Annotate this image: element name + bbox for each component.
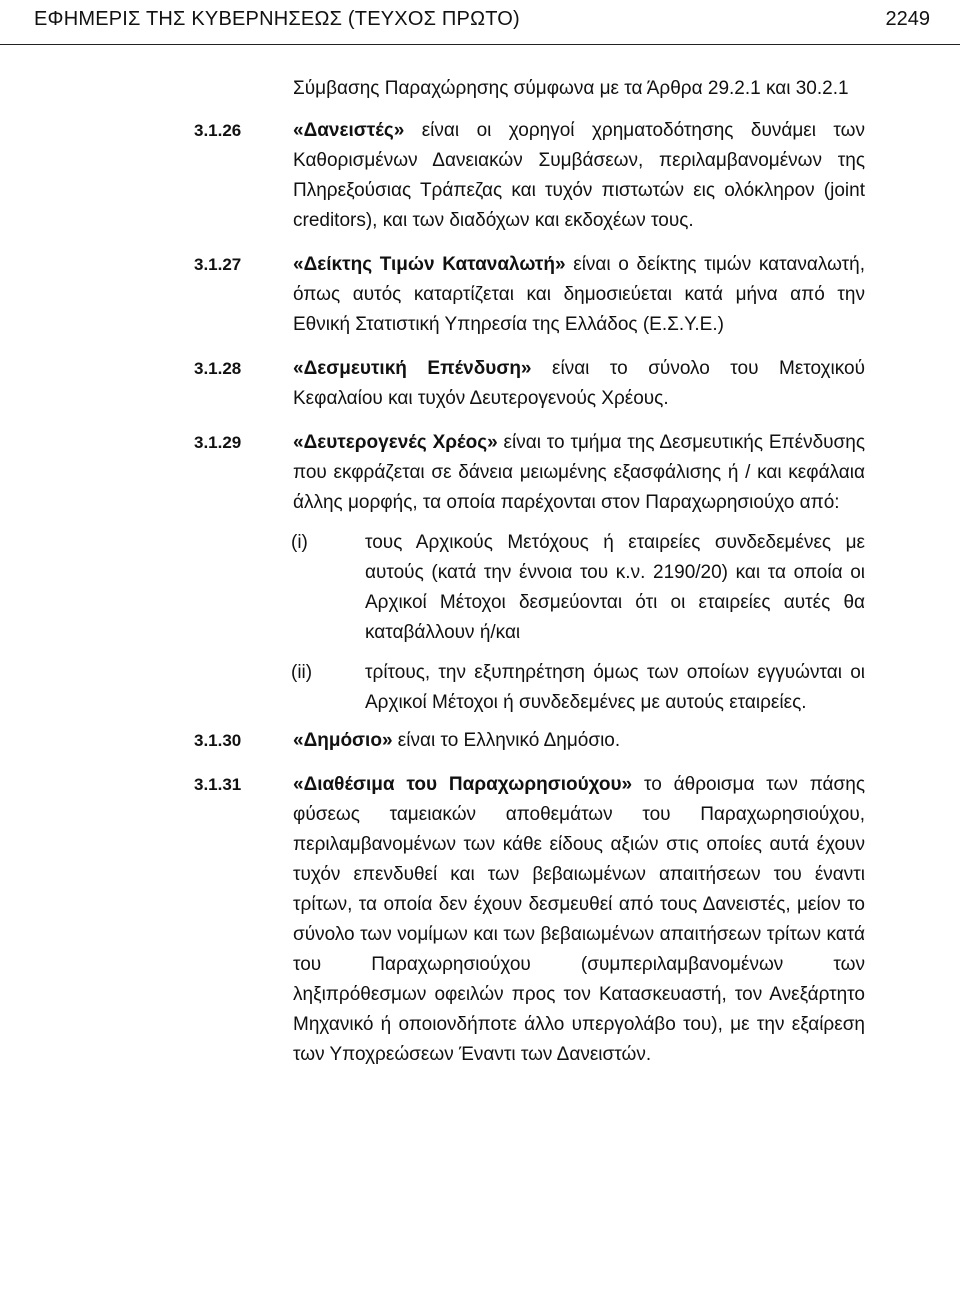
- clause-3-1-30: [0, 726, 960, 756]
- clause-number: 3.1.28: [194, 359, 242, 378]
- page-number: 2249: [885, 8, 930, 30]
- clause-text: είναι το σύνολο του Μετοχικού Κεφαλαίου και τυχόν Δευτερογενούς Χρέους.: [293, 358, 865, 409]
- sub-item-i: [0, 528, 960, 648]
- clause-text: είναι το τμήμα της Δεσμευτικής Επένδυσης που εκφράζεται σε δάνεια μειωμένης εξασφάλισης ή / και κεφάλαια άλλης μορφής, τα οποία παρέχονται στον Παραχωρησιούχο από:: [293, 432, 866, 513]
- clause-body: [293, 354, 865, 414]
- clause-number: 3.1.29: [194, 433, 242, 452]
- clause-number: 3.1.30: [194, 731, 242, 750]
- clause-text: είναι ο δείκτης τιμών καταναλωτή, όπως αυτός καταρτίζεται και δημοσιεύεται κατά μήνα από την Εθνική Στατιστική Υπηρεσία της Ελλάδος (Ε.Σ.Υ.Ε.): [293, 254, 865, 335]
- clause-3-1-29: [0, 428, 960, 718]
- clause-3-1-26: [0, 116, 960, 236]
- sub-item-label: (i): [291, 532, 308, 553]
- clause-body: [293, 428, 865, 518]
- defined-term: «Διαθέσιμα του Παραχωρησιούχου»: [293, 774, 633, 795]
- defined-term: «Δευτερογενές Χρέος»: [293, 432, 498, 453]
- defined-term: «Δεσμευτική Επένδυση»: [293, 358, 532, 379]
- clause-3-1-31: [0, 770, 960, 1070]
- gazette-title: ΕΦΗΜΕΡΙΣ ΤΗΣ ΚΥΒΕΡΝΗΣΕΩΣ (ΤΕΥΧΟΣ ΠΡΩΤΟ): [34, 8, 520, 30]
- clause-3-1-27: [0, 250, 960, 340]
- clause-body: [293, 770, 865, 1070]
- clause-body: [293, 726, 865, 756]
- sub-item-text: τρίτους, την εξυπηρέτηση όμως των οποίων εγγυώνται οι Αρχικοί Μέτοχοι ή συνδεδεμένες με αυτούς εταιρείες.: [365, 662, 865, 713]
- clause-body: [293, 250, 865, 340]
- clause-text: είναι το Ελληνικό Δημόσιο.: [392, 730, 621, 751]
- clause-number: 3.1.26: [194, 121, 242, 140]
- intro-paragraph: Σύμβασης Παραχώρησης σύμφωνα με τα Άρθρα 29.2.1 και 30.2.1: [293, 78, 849, 99]
- defined-term: «Δημόσιο»: [293, 730, 393, 751]
- page-header: [0, 0, 960, 45]
- clause-body: [293, 116, 865, 236]
- clause-3-1-28: [0, 354, 960, 414]
- clause-number: 3.1.27: [194, 255, 242, 274]
- clause-number: 3.1.31: [194, 775, 242, 794]
- sub-item-ii: [0, 658, 960, 718]
- document-body: [0, 74, 960, 1084]
- defined-term: «Δανειστές»: [293, 120, 405, 141]
- clause-text: είναι οι χορηγοί χρηματοδότησης δυνάμει των Καθορισμένων Δανειακών Συμβάσεων, περιλαμβανομένων της Πληρεξούσιας Τράπεζας και τυχόν πιστωτών εις ολόκληρον (joint creditors), και των διαδόχων και εκδοχέων τους.: [293, 120, 865, 231]
- defined-term: «Δείκτης Τιμών Καταναλωτή»: [293, 254, 566, 275]
- clause-text: το άθροισμα των πάσης φύσεως ταμειακών αποθεμάτων του Παραχωρησιούχου, περιλαμβανομένων των κάθε είδους αξιών στις οποίες αυτά έχουν τυχόν επενδυθεί και των βεβαιωμένων απαιτήσεων του έναντι τρίτων, τα οποία δεν έχουν δεσμευθεί από τους Δανειστές, μείον το σύνολο των νομίμων και των βεβαιωμένων απαιτήσεων τρίτων κατά του Παραχωρησιούχου (συμπεριλαμβανομένων των ληξιπρόθεσμων οφειλών προς τον Κατασκευαστή, τον Ανεξάρτητο Μηχανικό ή οποιονδήποτε άλλο υπεργολάβο του), με την εξαίρεση των Υποχρεώσεων Έναντι των Δανειστών.: [293, 774, 865, 1065]
- sub-item-text: τους Αρχικούς Μετόχους ή εταιρείες συνδεδεμένες με αυτούς (κατά την έννοια του κ.ν. 2190/20) και τα οποία οι Αρχικοί Μέτοχοι δεσμεύονται ότι οι εταιρείες αυτές θα καταβάλλουν ή/και: [365, 532, 865, 643]
- sub-item-label: (ii): [291, 662, 313, 683]
